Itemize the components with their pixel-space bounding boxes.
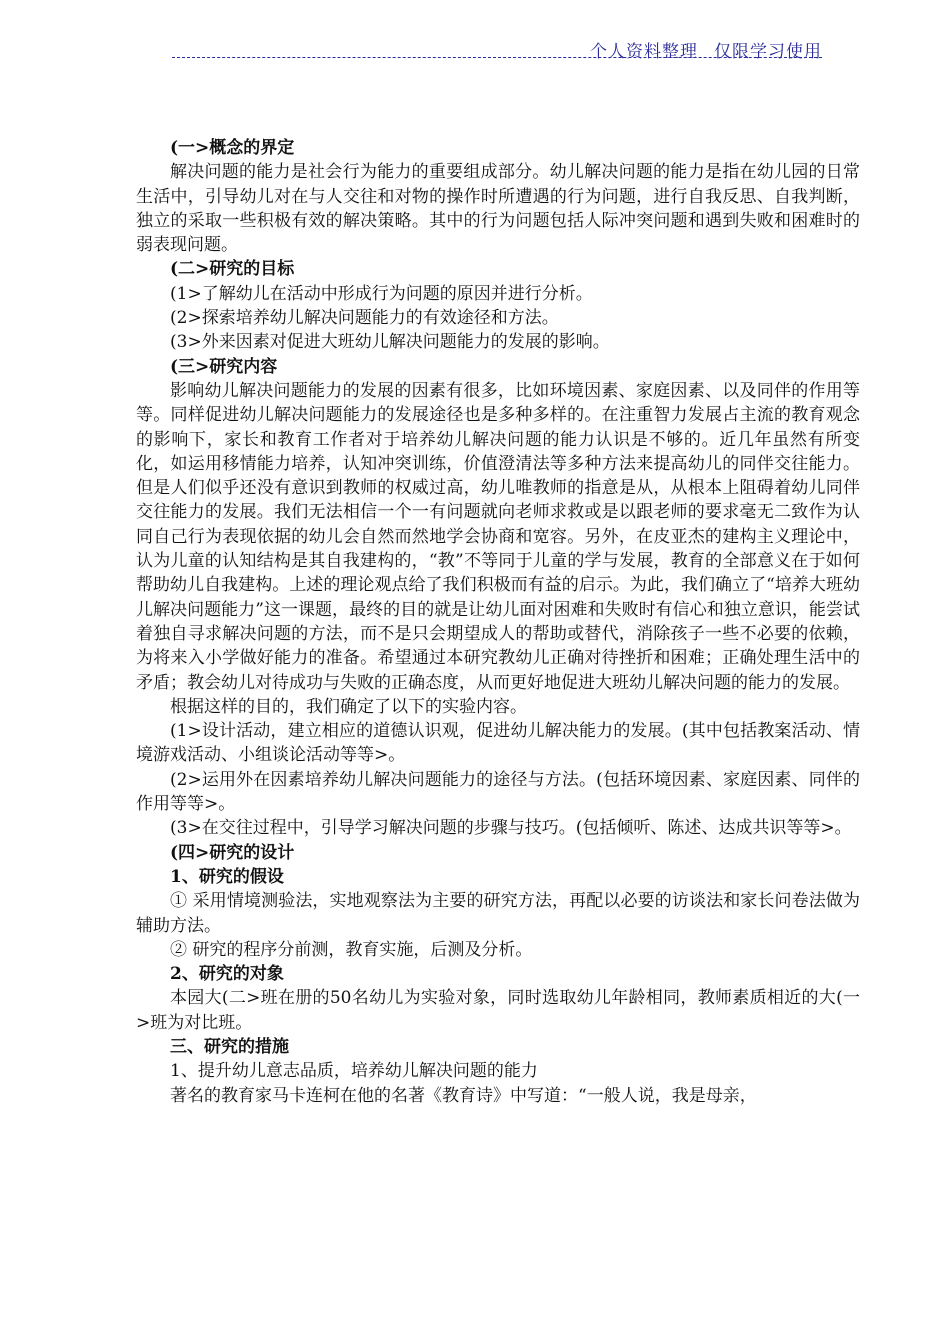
section-heading: (四>研究的设计 <box>170 842 295 863</box>
header-rule <box>172 57 822 58</box>
body-paragraph: ① 采用情境测验法，实地观察法为主要的研究方法，再配以必要的访谈法和家长问卷法做为辅助方法。 <box>136 891 860 936</box>
header-right-text: 仅限学习使用 <box>714 42 822 62</box>
body-paragraph: 根据这样的目的，我们确定了以下的实验内容。 <box>170 696 527 717</box>
section-heading: (一>概念的界定 <box>170 138 295 158</box>
body-paragraph: 本园大(二>班在册的50名幼儿为实验对象，同时选取幼儿年龄相同，教师素质相近的大(一>班为对比班。 <box>136 988 860 1033</box>
page-header <box>590 37 822 62</box>
body-paragraph: 影响幼儿解决问题能力的发展的因素有很多，比如环境因素、家庭因素、以及同伴的作用等等。同样促进幼儿解决问题能力的发展途径也是多种多样的。在注重智力发展占主流的教育观念的影响下，家长和教育工作者对于培养幼儿解决问题的能力认识是不够的。近几年虽然有所变化，如运用移情能力培养，认知冲突训练，价值澄清法等多种方法来提高幼儿的同伴交往能力。但是人们似乎还没有意识到教师的权威过高，幼儿唯教师的指意是从，从根本上阻碍着幼儿同伴交往能力的发展。我们无法相信一个一有问题就向老师求救或是以跟老师的要求毫无二致作为认同自己行为表现依据的幼儿会自然而然地学会协商和宽容。另外，在皮亚杰的建构主义理论中，认为儿童的认知结构是其自我建构的，“教”不等同于儿童的学与发展，教育的全部意义在于如何帮助幼儿自我建构。上述的理论观点给了我们积极而有益的启示。为此，我们确立了“培养大班幼儿解决问题能力”这一课题，最终的目的就是让幼儿面对困难和失败时有信心和独立意识，能尝试着独自寻求解决问题的方法，而不是只会期望成人的帮助或替代，消除孩子一些不必要的依赖，为将来入小学做好能力的准备。希望通过本研究教幼儿正确对待挫折和困难；正确处理生活中的矛盾；教会幼儿对待成功与失败的正确态度，从而更好地促进大班幼儿解决问题的能力的发展。 <box>136 380 860 693</box>
body-paragraph: (2>探索培养幼儿解决问题能力的有效途径和方法。 <box>170 308 559 329</box>
document-body <box>136 136 860 1108</box>
body-paragraph: 解决问题的能力是社会行为能力的重要组成部分。幼儿解决问题的能力是指在幼儿园的日常生活中，引导幼儿对在与人交往和对物的操作时所遭遇的行为问题，进行自我反思、自我判断，独立的采取一些积极有效的解决策略。其中的行为问题包括人际冲突问题和遇到失败和困难时的弱表现问题。 <box>136 162 860 256</box>
header-left-text: 个人资料整理 <box>590 42 698 62</box>
section-heading: (二>研究的目标 <box>170 259 295 280</box>
body-paragraph: ② 研究的程序分前测，教育实施，后测及分析。 <box>170 939 533 960</box>
body-paragraph: 著名的教育家马卡连柯在他的名著《教育诗》中写道：“一般人说，我是母亲， <box>170 1085 757 1106</box>
body-paragraph: (1>了解幼儿在活动中形成行为问题的原因并进行分析。 <box>170 283 593 304</box>
body-paragraph: (1>设计活动，建立相应的道德认识观，促进幼儿解决能力的发展。(其中包括教案活动、情境游戏活动、小组谈论活动等等>。 <box>136 721 860 766</box>
section-heading: 三、研究的措施 <box>170 1036 289 1057</box>
section-heading: (三>研究内容 <box>170 356 278 377</box>
body-paragraph: (3>在交往过程中，引导学习解决问题的步骤与技巧。(包括倾听、陈述、达成共识等等>。 <box>170 818 852 839</box>
section-heading: 1、研究的假设 <box>170 866 284 887</box>
section-heading: 2、研究的对象 <box>170 964 284 985</box>
body-paragraph: (3>外来因素对促进大班幼儿解决问题能力的发展的影响。 <box>170 332 610 353</box>
body-paragraph: (2>运用外在因素培养幼儿解决问题能力的途径与方法。(包括环境因素、家庭因素、同伴的作用等等>。 <box>136 769 860 815</box>
body-paragraph: 1、提升幼儿意志品质，培养幼儿解决问题的能力 <box>170 1061 538 1082</box>
